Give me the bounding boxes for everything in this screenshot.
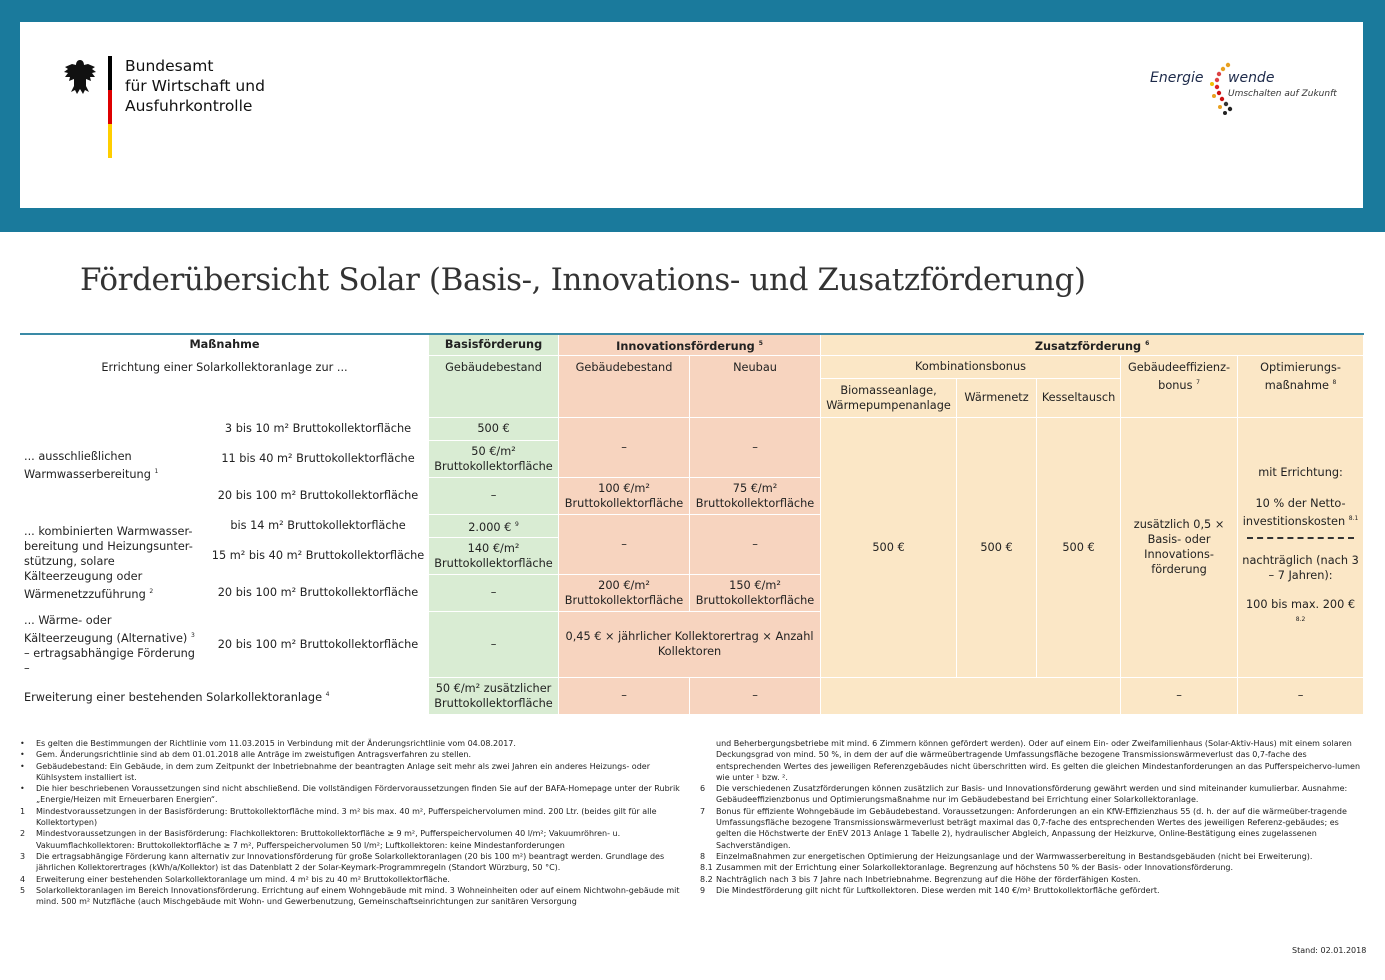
size-cell: 11 bis 40 m² Bruttokollektorfläche xyxy=(208,440,429,477)
footnote-mark: 9 xyxy=(700,885,706,895)
inno-neubau-cell: – xyxy=(690,514,821,574)
header-gebaeudeeffizienzbonus: Gebäudeeffizienz-bonus $^7$ xyxy=(1121,355,1238,417)
header-waermenetz: Wärmenetz xyxy=(957,378,1037,417)
optimierung-erweiterung-cell: – xyxy=(1238,677,1364,714)
footnote xyxy=(20,806,680,829)
basis-cell: – xyxy=(429,574,559,611)
row-label-erweiterung: Erweiterung einer bestehenden Solarkollektoranlage $^4$ xyxy=(21,677,429,714)
kombibonus-erweiterung-cell xyxy=(821,677,1121,714)
effizienzbonus-erweiterung-cell: – xyxy=(1121,677,1238,714)
footnote-text: Nachträglich nach 3 bis 7 Jahre nach Inbetriebnahme. Begrenzung auf die Höhe der förderfähigen Kosten. xyxy=(716,874,1141,884)
footnote xyxy=(700,851,1363,862)
stand-date: Stand: 02.01.2018 xyxy=(1292,946,1367,955)
kombibonus-waermenetz-value: 500 € xyxy=(957,417,1037,677)
footnote xyxy=(20,783,680,806)
basis-cell: – xyxy=(429,477,559,514)
footnote-mark: • xyxy=(20,784,25,794)
header-innovationsfoerderung: Innovationsförderung $^5$ xyxy=(559,334,821,355)
page-title: Förderübersicht Solar (Basis-, Innovations- und Zusatzförderung) xyxy=(80,262,1086,298)
row-label-kombiniert: ... kombinierten Warmwasser-bereitung und Heizungsunter-stützung, solare Kälteerzeugung oder Wärmenetzzuführung $^2$ xyxy=(21,514,208,611)
row-label-warmwasser: ... ausschließlichen Warmwasserbereitung $^1$ xyxy=(21,417,208,514)
footnote-text: Die Mindestförderung gilt nicht für Luftkollektoren. Diese werden mit 140 €/m² Bruttokollektorfläche gefördert. xyxy=(716,885,1160,895)
kombibonus-biomasse-value: 500 € xyxy=(821,417,957,677)
agency-line-1: Bundesamt xyxy=(125,57,214,75)
opt-max-betrag: 100 bis max. 200 € $^{8.2}$ xyxy=(1246,597,1356,623)
footnote-mark: 8.2 xyxy=(700,874,713,884)
footnote-mark: 1 xyxy=(20,806,26,816)
footnote-mark: 8 xyxy=(700,851,706,861)
logo-word-energie: Energie xyxy=(1150,70,1204,86)
opt-nachtraeglich: nachträglich (nach 3 – 7 Jahren): xyxy=(1242,553,1359,582)
footnote-mark: 3 xyxy=(20,851,26,861)
header-biomasse: Biomasseanlage, Wärmepumpenanlage xyxy=(821,378,957,417)
footnote xyxy=(700,783,1363,806)
footnote-text: Gem. Änderungsrichtlinie sind ab dem 01.01.2018 alle Anträge im zweistufigen Antragsverfahren zu stellen. xyxy=(36,750,472,760)
size-cell: 15 m² bis 40 m² Bruttokollektorfläche xyxy=(208,537,429,574)
inno-neubau-cell: – xyxy=(690,417,821,477)
logo-tagline: Umschalten auf Zukunft xyxy=(1228,89,1337,99)
header-inno-gebaeudebestand: Gebäudebestand xyxy=(559,355,690,417)
footnote-text: Erweiterung einer bestehenden Solarkollektoranlage um mind. 4 m² bis zu 40 m² Bruttokollektorfläche. xyxy=(36,874,450,884)
inno-bestand-cell: – xyxy=(559,417,690,477)
basis-cell: 2.000 € $^9$ xyxy=(429,514,559,537)
footnote xyxy=(20,738,680,749)
footnote xyxy=(20,885,680,908)
footnote-mark: 4 xyxy=(20,874,26,884)
basis-cell: 140 €/m² Bruttokollektorfläche xyxy=(429,537,559,574)
footnote xyxy=(700,738,1363,783)
footnote-text: Gebäudebestand: Ein Gebäude, in dem zum Zeitpunkt der Inbetriebnahme der beantragten Anlage seit mehr als zwei Jahren ein anderes Heizungs- oder Kühlsystem installiert ist. xyxy=(36,761,650,782)
footnote xyxy=(20,851,680,874)
footnote-text: Die verschiedenen Zusatzförderungen können zusätzlich zur Basis- und Innovationsförderung gewährt werden und sind miteinander kumulierbar. Ausnahme: Gebäudeeffizienzbonus und Optimierungsmaßnahme nur im Gebäudebestand bei Errichtung einer Solarkollektoranlage. xyxy=(716,784,1348,805)
footnote-text: Die ertragsabhängige Förderung kann alternativ zur Innovationsförderung für große Solarkollektoranlagen (20 bis 100 m²) beantragt werden. Grundlage des jährlichen Kollektorertrages (kWh/a/Kollektor) ist das Datenblatt 2 der Solar-Keymark-Programmregeln (Standort Würzburg, 50 °C). xyxy=(36,851,665,873)
inno-ertrag-cell: 0,45 € × jährlicher Kollektorertrag × Anzahl Kollektoren xyxy=(559,611,821,677)
size-cell: 20 bis 100 m² Bruttokollektorfläche xyxy=(208,574,429,611)
basis-cell: – xyxy=(429,611,559,677)
footnote-mark: 2 xyxy=(20,829,26,839)
optimierung-value xyxy=(1238,417,1364,677)
inno-neubau-cell: 75 €/m² Bruttokollektorfläche xyxy=(690,477,821,514)
funding-table-wrapper xyxy=(20,333,1363,715)
footnote-text: Einzelmaßnahmen zur energetischen Optimierung der Heizungsanlage und der Warmwasserbereitung in Bestandsgebäuden (nicht bei Erweiterung). xyxy=(716,851,1313,861)
header-errichtung: Errichtung einer Solarkollektoranlage zur ... xyxy=(21,355,429,417)
header-basis-gebaeudebestand: Gebäudebestand xyxy=(429,355,559,417)
footnote-mark: 6 xyxy=(700,784,706,794)
row-label-ertragsabhaengig: ... Wärme- oder Kälteerzeugung (Alternative) $^3$ – ertragsabhängige Förderung – xyxy=(21,611,208,677)
inno-bestand-cell: 100 €/m² Bruttokollektorfläche xyxy=(559,477,690,514)
header-zusatzfoerderung: Zusatzförderung $^6$ xyxy=(821,334,1364,355)
footnote-text: und Beherbergungsbetriebe mit mind. 6 Zimmern können gefördert werden). Oder auf einem Ein- oder Zweifamilienhaus (Solar-Aktiv-Haus) mit einem solaren Deckungsgrad von mind. 50 %, in dem der auf die wärmeübertragende Umfassungsfläche bezogene Transmissionswärmeverlust das 0,7-fache des entsprechenden Wertes des jeweiligen Referenzgebäudes nicht überschritten wird. Es gelten die gleichen Mindestanforderungen an das Pufferspeichervo-lumen wie unter ¹ bzw. ². xyxy=(716,739,1361,782)
footnote-text: Die hier beschriebenen Voraussetzungen sind nicht abschließend. Die vollständigen Fördervoraussetzungen finden Sie auf der BAFA-Homepage unter der Rubrik „Energie/Heizen mit Erneuerbaren Energien“. xyxy=(36,784,680,805)
opt-divider xyxy=(1247,537,1354,539)
footnote xyxy=(700,885,1363,896)
basis-cell: 50 €/m² zusätzlicher Bruttokollektorfläche xyxy=(429,677,559,714)
footnote-mark: 7 xyxy=(700,806,706,816)
footnote-text: Mindestvoraussetzungen in der Basisförderung: Flachkollektoren: Bruttokollektorfläche ≥ 9 m², Pufferspeichervolumen 40 l/m²; Vakuumröhren- u. Vakuumflachkollektoren: Bruttokollektorfläche ≥ 7 m², Pufferspeichervolumen 50 l/m²; Luftkollektoren: keine Mindestanforderungen xyxy=(36,829,621,850)
footnote xyxy=(20,828,680,851)
header-kombinationsbonus: Kombinationsbonus xyxy=(821,355,1121,378)
footnote-text: Zusammen mit der Errichtung einer Solarkollektoranlage. Begrenzung auf höchstens 50 % der Basis- oder Innovationsförderung. xyxy=(716,863,1234,873)
footnote-mark: • xyxy=(20,750,25,760)
footnote-text: Bonus für effiziente Wohngebäude im Gebäudebestand. Voraussetzungen: Anforderungen an ein KfW-Effizienzhaus 55 (d. h. der auf die wärmeüber-tragende Umfassungsfläche bezogene Transmissionswärmeverlust beträgt maximal das 0,7-fache des entsprechenden Wertes des jeweiligen Referenz-gebäudes; es gelten die Höchstwerte der EnEV 2013 Anlage 1 Tabelle 2), hydraulischer Abgleich, Anpassung der Heizkurve, Online-Bestätigung eines zugelassenen Sachverständigen. xyxy=(716,806,1347,850)
basis-cell: 500 € xyxy=(429,417,559,440)
inno-neubau-cell: – xyxy=(690,677,821,714)
inno-bestand-cell: 200 €/m² Bruttokollektorfläche xyxy=(559,574,690,611)
header-kesseltausch: Kesseltausch xyxy=(1037,378,1121,417)
footnote xyxy=(20,761,680,784)
size-cell: bis 14 m² Bruttokollektorfläche xyxy=(208,514,429,537)
inno-neubau-cell: 150 €/m² Bruttokollektorfläche xyxy=(690,574,821,611)
federal-eagle-icon xyxy=(62,58,98,96)
logo-word-wende: wende xyxy=(1228,70,1275,86)
size-cell: 20 bis 100 m² Bruttokollektorfläche xyxy=(208,477,429,514)
footnote-mark: • xyxy=(20,739,25,748)
header-inno-neubau: Neubau xyxy=(690,355,821,417)
footnote xyxy=(700,874,1363,885)
inno-bestand-cell: – xyxy=(559,677,690,714)
header-massnahme: Maßnahme xyxy=(21,334,429,355)
energiewende-logo xyxy=(1150,60,1350,126)
footnote-mark: 5 xyxy=(20,885,26,895)
footnote-text: Es gelten die Bestimmungen der Richtlinie vom 11.03.2015 in Verbindung mit der Änderungsrichtlinie vom 04.08.2017. xyxy=(36,739,516,748)
header-banner xyxy=(20,22,1363,208)
agency-line-3: Ausfuhrkontrolle xyxy=(125,97,253,115)
kombibonus-kesseltausch-value: 500 € xyxy=(1037,417,1121,677)
inno-bestand-cell: – xyxy=(559,514,690,574)
funding-table xyxy=(20,333,1364,715)
header-basisfoerderung: Basisförderung xyxy=(429,334,559,355)
footnote xyxy=(20,874,680,885)
footnote-mark xyxy=(700,738,716,783)
footnote-mark: 8.1 xyxy=(700,863,713,873)
agency-line-2: für Wirtschaft und xyxy=(125,77,265,95)
basis-cell: 50 €/m² Bruttokollektorfläche xyxy=(429,440,559,477)
footnotes-left xyxy=(20,738,680,907)
effizienzbonus-value: zusätzlich 0,5 × Basis- oder Innovations-förderung xyxy=(1121,417,1238,677)
footnote-text: Mindestvoraussetzungen in der Basisförderung: Bruttokollektorfläche mind. 3 m² bis max. 40 m², Pufferspeichervolumen mind. 200 Ltr. (beides gilt für alle Kollektortypen) xyxy=(36,806,657,828)
footnotes-right xyxy=(700,738,1363,896)
flag-bar xyxy=(108,56,112,158)
size-cell: 3 bis 10 m² Bruttokollektorfläche xyxy=(208,417,429,440)
footnote-mark: • xyxy=(20,761,25,771)
footnote-text: Solarkollektoranlagen im Bereich Innovationsförderung. Errichtung auf einem Wohngebäude mit mind. 3 Wohneinheiten oder auf einem Nichtwohn-gebäude mit mind. 500 m² Nutzfläche (auch Mischgebäude mit Wohn- und Gewerbenutzung, Gemeinschaftseinrichtungen zur sanitären Versorgung xyxy=(36,885,680,907)
size-cell: 20 bis 100 m² Bruttokollektorfläche xyxy=(208,611,429,677)
footnote xyxy=(20,749,680,760)
footnote xyxy=(700,806,1363,851)
footnote xyxy=(700,862,1363,873)
header-optimierungsmassnahme: Optimierungs-maßnahme $^8$ xyxy=(1238,355,1364,417)
opt-netto-invest: 10 % der Netto-investitionskosten $^{8.1}$ xyxy=(1242,496,1359,528)
opt-mit-errichtung: mit Errichtung: xyxy=(1258,465,1343,479)
